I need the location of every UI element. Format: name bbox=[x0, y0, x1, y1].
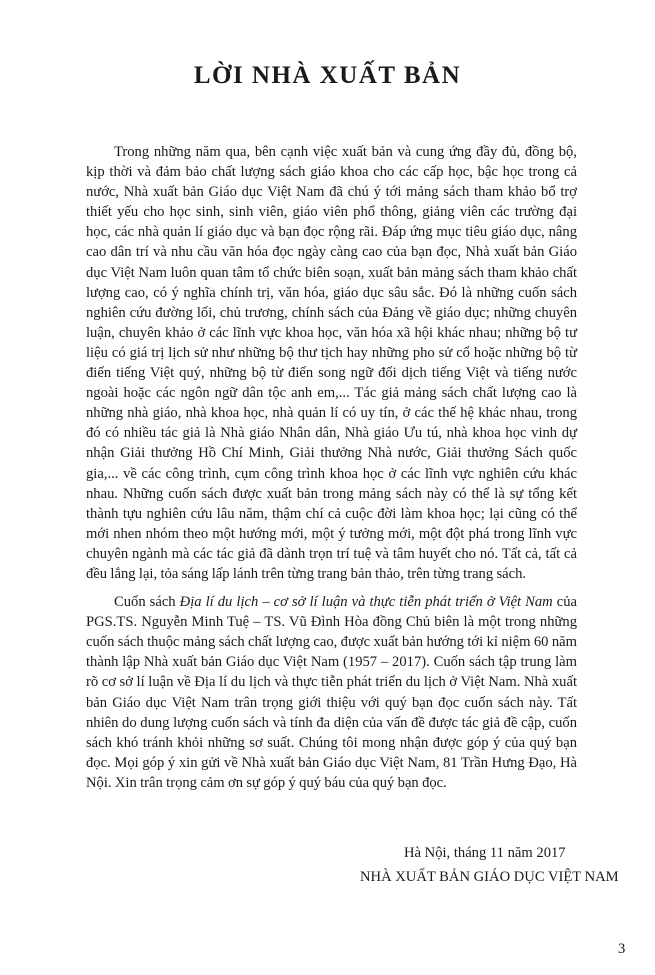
page-number: 3 bbox=[618, 941, 626, 957]
paragraph-2-intro: Cuốn sách bbox=[114, 594, 180, 611]
signature-block bbox=[360, 843, 620, 887]
book-title: Địa lí du lịch – cơ sở lí luận và thực tiễn phát triển ở Việt Nam bbox=[179, 594, 553, 611]
page-title: LỜI NHÀ XUẤT BẢN bbox=[193, 62, 462, 89]
paragraph-2 bbox=[86, 592, 577, 793]
paragraph-2-body: của PGS.TS. Nguyễn Minh Tuệ – TS. Vũ Đình Hòa đồng Chủ biên là một trong những cuốn sách thuộc mảng sách chất lượng cao, được xuất bản hướng tới kỉ niệm 60 năm thành lập Nhà xuất bản Giáo dục Việt Nam (1957 – 2017). Cuốn sách tập trung làm rõ cơ sở lí luận về Địa lí du lịch và thực tiễn phát triển du lịch ở Việt Nam. Nhà xuất bản Giáo dục Việt Nam trân trọng giới thiệu với quý bạn đọc cuốn sách này. Tất nhiên do dung lượng cuốn sách và tính đa diện của vấn đề được tác giả đề cập, cuốn sách khó tránh khỏi những sơ suất. Chúng tôi mong nhận được góp ý của quý bạn đọc. Mọi góp ý xin gửi về Nhà xuất bản Giáo dục Việt Nam, 81 Trần Hưng Đạo, Hà Nội. Xin trân trọng cảm ơn sự góp ý quý báu của quý bạn đọc. bbox=[86, 594, 577, 791]
publisher-name: NHÀ XUẤT BẢN GIÁO DỤC VIỆT NAM bbox=[360, 869, 619, 885]
place-date: Hà Nội, tháng 11 năm 2017 bbox=[404, 845, 566, 861]
paragraph-1: Trong những năm qua, bên cạnh việc xuất bản và cung ứng đầy đủ, đồng bộ, kịp thời và đảm bảo chất lượng sách giáo khoa cho các cấp học, bậc học trong cả nước, Nhà xuất bản Giáo dục Việt Nam đã chú ý tới mảng sách tham khảo bổ trợ thiết yếu cho học sinh, sinh viên, giáo viên phổ thông, giảng viên các trường đại học, các nhà quản lí giáo dục và bạn đọc rộng rãi. Đáp ứng mục tiêu giáo dục, nâng cao dân trí và nhu cầu văn hóa đọc ngày càng cao của bạn đọc, Nhà xuất bản Giáo dục Việt Nam luôn quan tâm tổ chức biên soạn, xuất bản mảng sách tham khảo chất lượng cao, có ý nghĩa chính trị, văn hóa, giáo dục sâu sắc. Đó là những cuốn sách nghiên cứu đường lối, chủ trương, chính sách của Đảng về giáo dục; những chuyên luận, chuyên khảo ở các lĩnh vực khoa học, văn hóa xã hội khác nhau; những bộ tư liệu có giá trị lịch sử như những bộ thư tịch hay những pho sử cổ hoặc những bộ từ điển tiếng Việt quý, những bộ từ điển song ngữ đối dịch tiếng Việt và tiếng nước ngoài hoặc các ngôn ngữ dân tộc anh em,... Tác giả mảng sách chất lượng cao là những nhà giáo, nhà khoa học, nhà quản lí có uy tín, ở các thế hệ khác nhau, trong đó có nhiều tác giả là Nhà giáo Nhân dân, Nhà giáo Ưu tú, nhà khoa học vinh dự nhận Giải thưởng Hồ Chí Minh, Giải thưởng Nhà nước, Giải thưởng Sách quốc gia,... về các công trình, cụm công trình khoa học ở các lĩnh vực nghiên cứu khác nhau. Những cuốn sách được xuất bản trong mảng sách này có thể là sự tổng kết thành tựu nghiên cứu lâu năm, thậm chí cả cuộc đời làm khoa học; lại cũng có thể mới nhen nhóm theo một hướng mới, một ý tưởng mới, một đột phá trong lĩnh vực chuyên ngành mà các tác giả đã dành trọn trí tuệ và tâm huyết cho nó. Tất cả, tất cả đều lắng lại, tỏa sáng lấp lánh trên từng trang bản thảo, trên từng trang sách. bbox=[86, 144, 577, 582]
body-text bbox=[86, 142, 577, 793]
